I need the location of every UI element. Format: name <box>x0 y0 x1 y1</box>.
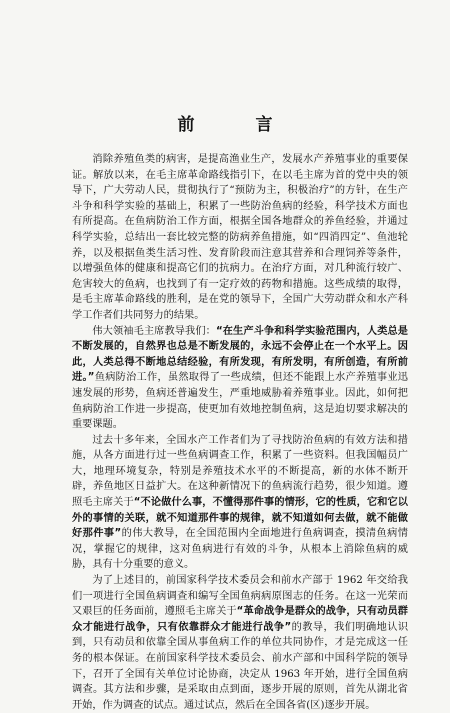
page-title: 前 言 <box>177 115 295 135</box>
quotation-bold: “在生产斗争和科学实验范围内，人类总是不断发展的，自然界也总是不断发展的，永远不会停止在一个水平上。因此，人类总得不断地总结经验，有所发现，有所发明，有所创造，有所前进。” <box>72 325 408 384</box>
paragraph-text: 的教导，我们明确地认识到，只有动员和依靠全国从事鱼病工作的单位共同协作，才是完成这一任务的根本保证。在前国家科学技术委员会、前水产部和中国科学院的领导下，召开了全国有关单位讨论协商，决定从 1963 年开始，进行全国鱼病调查。其方法和步骤，是采取由点到面，逐步开展的原则，首先从湖北省开始，作为调查的试点。通过试点，然后在全国各省(区)逐步开展。 <box>72 621 409 711</box>
paragraph-text: 为了上述目的，前国家科学技术委员会和前水产部于 1962 年交给我们一项进行全国鱼病调查和编写全国鱼病病原图志的任务。在这一光荣而又艰巨的任务面前，遵照毛主席关于 <box>72 575 408 618</box>
quotation-bold: “革命战争是群众的战争，只有动员群众才能进行战争，只有依靠群众才能进行战争” <box>72 606 408 633</box>
paragraph-4 <box>72 573 408 713</box>
paragraph-text: 过去十多年来，全国水产工作者们为了寻找防治鱼病的有效方法和措施，从各方面进行过一些鱼病调查工作，积累了一些资料。但我国幅员广大，地理环境复杂，特别是养殖技术水平的不断提高，新的水体不断开辟，养鱼地区日益扩大。在这种新情况下的鱼病流行趋势，很少知道。遵照毛主席关于 <box>72 434 408 509</box>
paragraph-3 <box>72 433 408 573</box>
quotation-bold: “不论做什么事，不懂得那件事的情形，它的性质，它和它以外的事情的关联，就不知道那件事的规律，就不知道如何去做，就不能做好那件事” <box>72 497 408 540</box>
paragraph-text: 消除养殖鱼类的病害，是提高渔业生产，发展水产养殖事业的重要保证。解放以来，在毛主席革命路线指引下，在以毛主席为首的党中央的领导下，广大劳动人民，贯彻执行了“预防为主，积极治疗”的方针，在生产斗争和科学实验的基础上，积累了一些防治鱼病的经验，科学技术方面也有所提高。在鱼病防治工作方面，根据全国各地群众的养鱼经验，并通过科学实验，总结出一套比较完整的防病养鱼措施，如“四消四定”、鱼池轮养，以及根据鱼类生活习性、发育阶段而注意其营养和合理饲养等条件，以增强鱼体的健康和提高它们的抗病力。在治疗方面，对几种流行较广、危害较大的鱼病，也找到了有一定疗效的药物和措施。这些成绩的取得，是毛主席革命路线的胜利，是在党的领导下，全国广大劳动群众和水产科学工作者们共同努力的结果。 <box>72 154 408 321</box>
paragraph-text: 的伟大教导，在全国范围内全面地进行鱼病调查，摸清鱼病情况，掌握它的规律，这对鱼病进行有效的斗争，从根本上消除鱼病的威胁，具有十分重要的意义。 <box>72 528 408 571</box>
paragraph-text: 鱼病防治工作，虽然取得了一些成绩，但还不能跟上水产养殖事业迅速发展的形势，鱼病还普遍发生，严重地威胁着养殖事业。因此，如何把鱼病防治工作进一步提高，使更加有效地控制鱼病，这是迫切要求解决的重要课题。 <box>72 372 408 431</box>
paragraph-1 <box>72 152 408 324</box>
paragraph-text: 伟大领袖毛主席教导我们： <box>92 325 216 337</box>
document-body <box>72 152 408 713</box>
paragraph-2 <box>72 324 408 433</box>
